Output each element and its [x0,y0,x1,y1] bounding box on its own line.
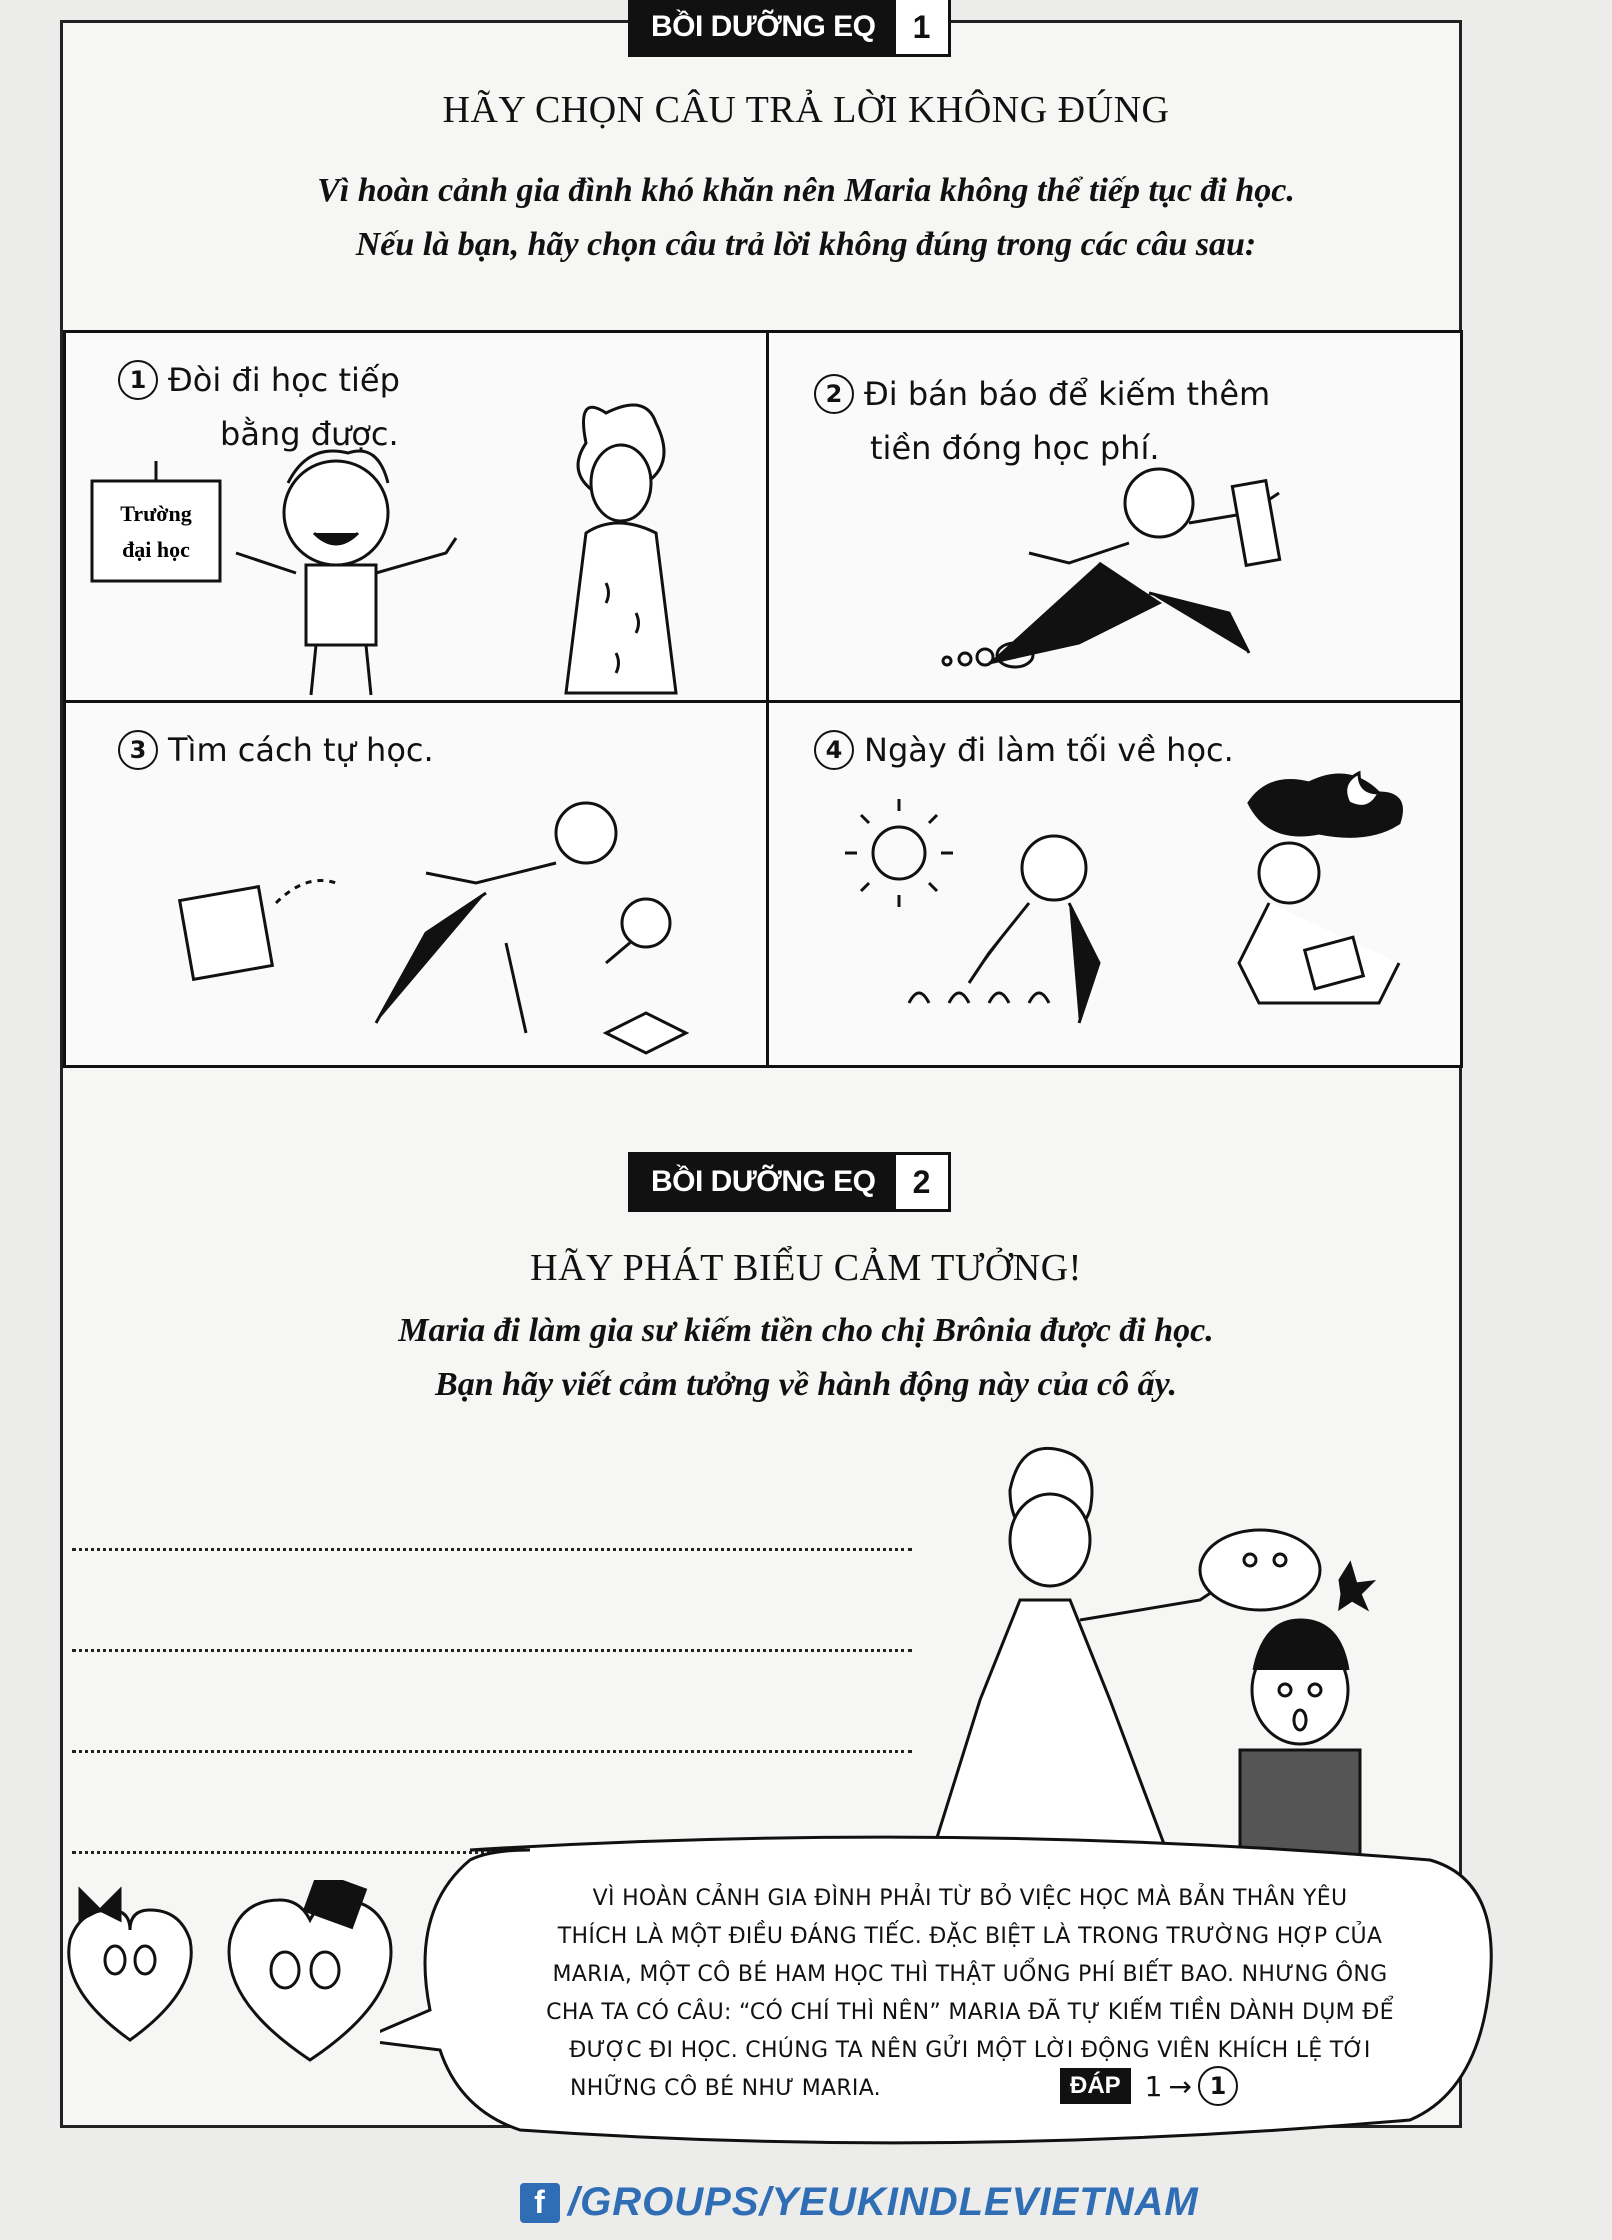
answer-label: ĐÁP [1060,2068,1131,2104]
section2-badge-label: BỒI DƯỠNG EQ [631,1155,896,1209]
footer-link[interactable] [520,2180,1199,2225]
answer-line[interactable] [72,1750,912,1753]
option-2-line2: tiền đóng học phí. [870,429,1160,467]
child-with-magnifier-figure [180,803,686,1053]
section2-prompt-line1: Maria đi làm gia sư kiếm tiền cho chị Brônia được đi học. [398,1312,1214,1349]
university-sign [92,481,220,581]
option-3-illustration [66,703,763,1070]
section1-prompt-line2: Nếu là bạn, hãy chọn câu trả lời không đúng trong các câu sau: [355,226,1257,263]
option-4-cell [769,703,1466,1070]
bubble-line: CHA TA CÓ CÂU: “CÓ CHÍ THÌ NÊN” MARIA ĐÃ TỰ KIẾM TIỀN DÀNH DỤM ĐỂ [546,2000,1394,2025]
option-4-line1: Ngày đi làm tối về học. [864,731,1234,769]
section1-badge-label: BỒI DƯỠNG EQ [631,0,896,54]
option-1-line2: bằng được. [220,415,399,453]
arrow-icon: → [1168,2069,1192,2103]
boy-figure [1240,1620,1360,1860]
options-grid [63,330,1463,1068]
answer-key [1060,2066,1248,2106]
bubble-line: MARIA, MỘT CÔ BÉ HAM HỌC THÌ THẬT UỔNG PHÍ BIẾT BAO. NHƯNG ÔNG [552,1962,1388,1987]
option-2-illustration [769,333,1466,700]
section1-badge [628,0,951,57]
bubble-line: THÍCH LÀ MỘT ĐIỀU ĐÁNG TIẾC. ĐẶC BIỆT LÀ TRONG TRƯỜNG HỢP CỦA [557,1924,1383,1949]
section2-badge [628,1152,951,1212]
section1-prompt-line1: Vì hoàn cảnh gia đình khó khăn nên Maria không thể tiếp tục đi học. [317,172,1295,209]
section2-illustration [920,1420,1460,1860]
section2-prompt-line2: Bạn hãy viết cảm tưởng về hành động này của cô ấy. [435,1366,1177,1403]
option-1-number: 1 [118,360,158,400]
heart-girl-mascot-icon [69,1890,192,2040]
sign-text-line1: Trường [120,501,192,526]
crying-child-figure [236,451,456,695]
option-2-number: 2 [814,374,854,414]
night-cloud-moon-icon [1249,773,1402,836]
answer-value [1145,2066,1248,2106]
bubble-line: VÌ HOÀN CẢNH GIA ĐÌNH PHẢI TỪ BỎ VIỆC HỌC MÀ BẢN THÂN YÊU [592,1886,1348,1911]
bubble-line: NHỮNG CÔ BÉ NHƯ MARIA. [570,2076,881,2101]
option-3-number: 3 [118,730,158,770]
option-2-line1: Đi bán báo để kiếm thêm [864,375,1271,413]
section1-heading: HÃY CHỌN CÂU TRẢ LỜI KHÔNG ĐÚNG [442,89,1170,131]
option-3-cell [66,703,763,1070]
facebook-icon: f [520,2183,560,2223]
option-4-illustration [769,703,1466,1070]
answer-choice: 1 [1198,2066,1238,2106]
speech-bubble-text [470,1880,1470,2108]
option-4-number: 4 [814,730,854,770]
section1-badge-number: 1 [912,8,931,45]
working-and-studying-figures [909,836,1399,1023]
option-3-line1: Tìm cách tự học. [168,731,434,769]
answer-line[interactable] [72,1649,912,1652]
sun-icon [845,799,953,907]
bubble-line: ĐƯỢC ĐI HỌC. CHÚNG TA NÊN GỬI MỘT LỜI ĐỘNG VIÊN KHÍCH LỆ TỚI [569,2038,1371,2063]
heart-gentleman-mascot-icon [229,1880,391,2060]
answer-question-number: 1 [1144,2069,1163,2103]
sign-text-line2: đại học [122,537,190,562]
mother-figure [566,405,676,693]
footer-text: /GROUPS/YEUKINDLEVIETNAM [568,2180,1199,2224]
option-1-cell [66,333,763,700]
section2-badge-number: 2 [912,1163,931,1200]
heart-mascots [40,1880,420,2080]
running-child-figure [943,469,1280,667]
answer-line[interactable] [72,1548,912,1551]
option-1-illustration [66,333,763,700]
section2-heading: HÃY PHÁT BIỂU CẢM TƯỞNG! [530,1247,1082,1289]
option-1-line1: Đòi đi học tiếp [168,361,400,399]
option-2-cell [769,333,1466,700]
